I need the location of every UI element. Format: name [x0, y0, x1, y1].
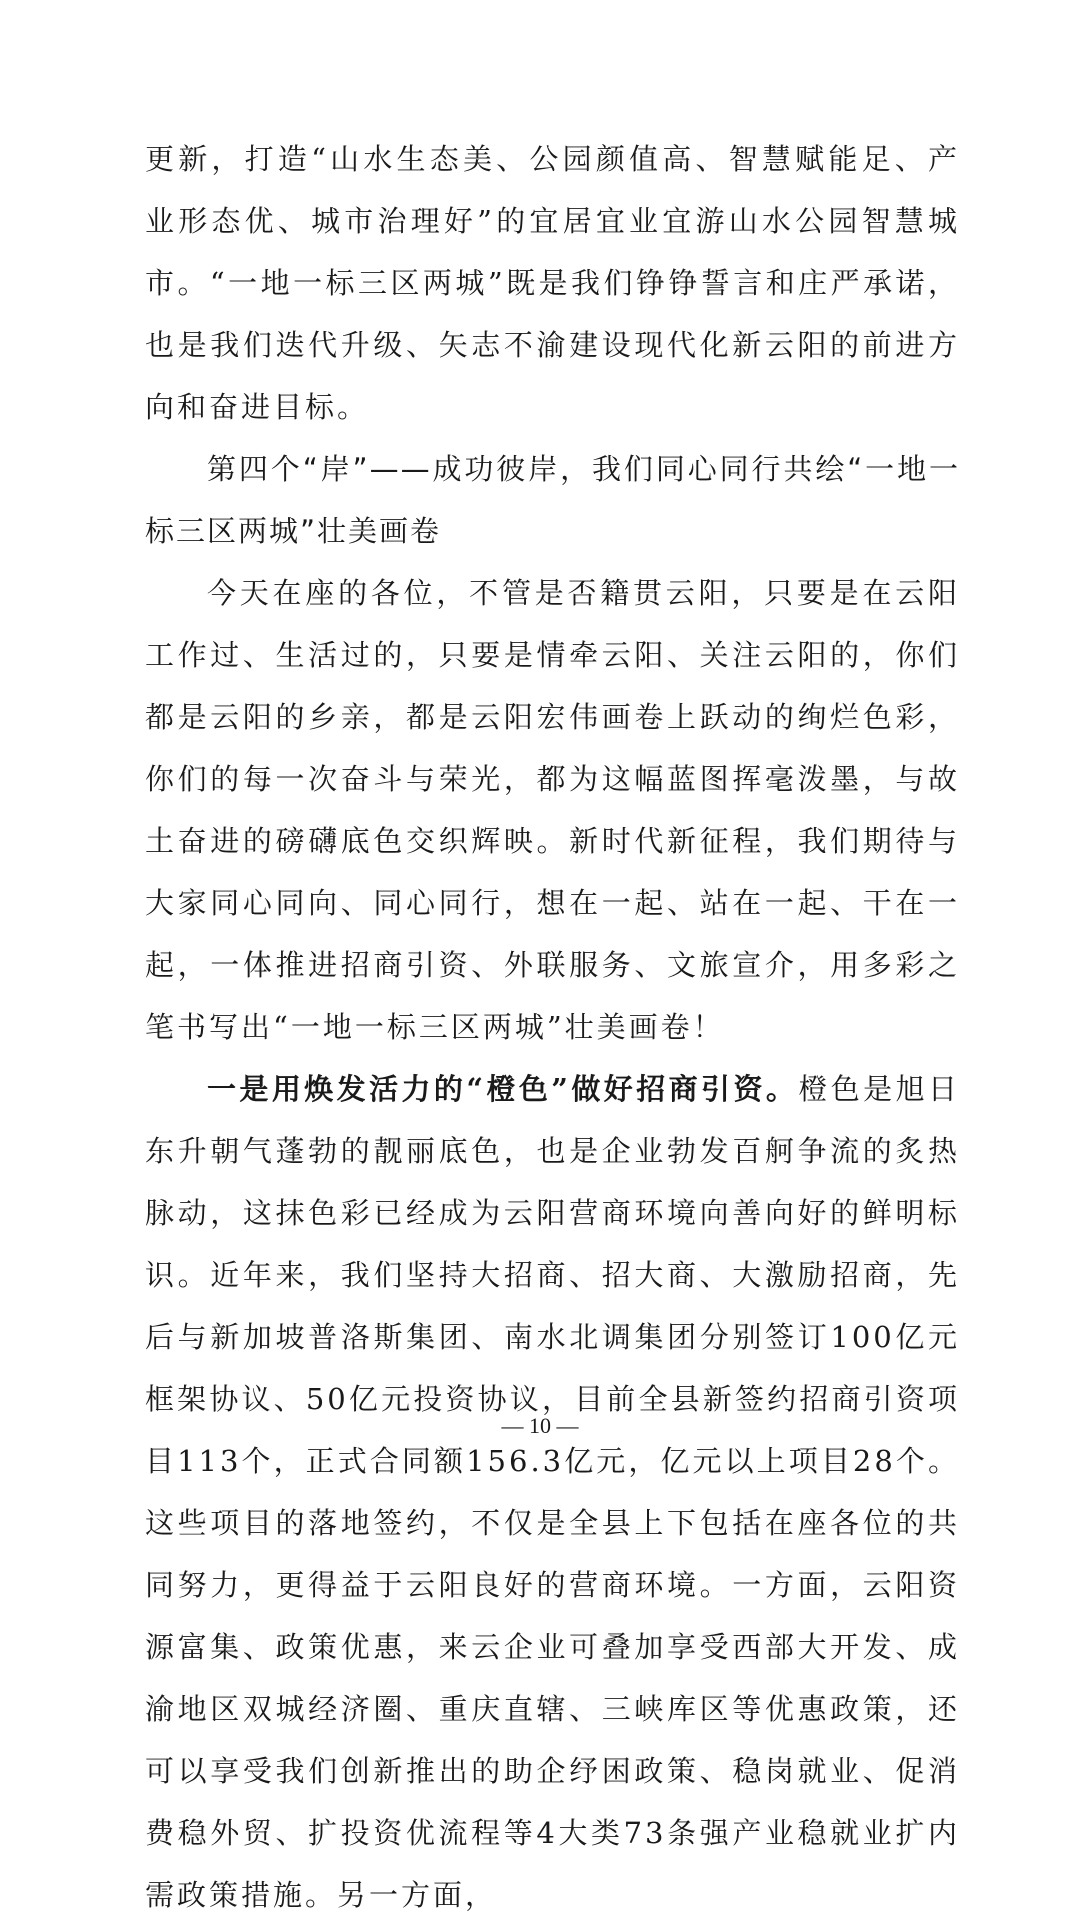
paragraph-lead-sentence: 一是用焕发活力的“橙色”做好招商引资。 [207, 1072, 799, 1106]
page-number: — 10 — [501, 1413, 579, 1438]
paragraph-continued: 更新，打造“山水生态美、公园颜值高、智慧赋能足、产业形态优、城市治理好”的宜居宜业宜游山水公园智慧城市。“一地一标三区两城”既是我们铮铮誓言和庄严承诺，也是我们迭代升级、矢志不渝建设现代化新云阳的前进方向和奋进目标。 [145, 142, 960, 424]
paragraph: 今天在座的各位，不管是否籍贯云阳，只要是在云阳工作过、生活过的，只要是情牵云阳、关注云阳的，你们都是云阳的乡亲，都是云阳宏伟画卷上跃动的绚烂色彩，你们的每一次奋斗与荣光，都为这幅蓝图挥毫泼墨，与故土奋进的磅礴底色交织辉映。新时代新征程，我们期待与大家同心同向、同心同行，想在一起、站在一起、干在一起，一体推进招商引资、外联服务、文旅宣介，用多彩之笔书写出“一地一标三区两城”壮美画卷！ [145, 576, 960, 1044]
paragraph-body-text: 橙色是旭日东升朝气蓬勃的靓丽底色，也是企业勃发百舸争流的炙热脉动，这抹色彩已经成为云阳营商环境向善向好的鲜明标识。近年来，我们坚持大招商、招大商、大激励招商，先后与新加坡普洛斯集团、南水北调集团分别签订100亿元框架协议、50亿元投资协议，目前全县新签约招商引资项目113个，正式合同额156.3亿元，亿元以上项目28个。这些项目的落地签约，不仅是全县上下包括在座各位的共同努力，更得益于云阳良好的营商环境。一方面，云阳资源富集、政策优惠，来云企业可叠加享受西部大开发、成渝地区双城经济圈、重庆直辖、三峡库区等优惠政策，还可以享受我们创新推出的助企纾困政策、稳岗就业、促消费稳外贸、扩投资优流程等4大类73条强产业稳就业扩内需政策措施。另一方面， [145, 1072, 960, 1912]
document-body [145, 128, 960, 1926]
paragraph-with-lead [145, 1058, 960, 1926]
section-heading: 第四个“岸”——成功彼岸，我们同心同行共绘“一地一标三区两城”壮美画卷 [145, 452, 960, 548]
